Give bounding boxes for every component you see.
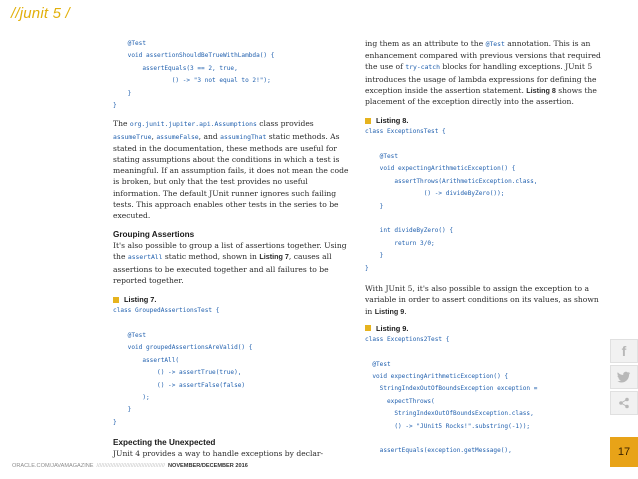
twitter-share-icon[interactable]	[610, 365, 638, 389]
exceptions-paragraph: JUnit 4 provides a way to handle exceptions by declar-	[113, 449, 324, 459]
listing-marker-icon	[113, 297, 119, 303]
footer	[12, 463, 248, 469]
code-block-exceptions-test: class ExceptionsTest { @Test void expectingArithmeticException() { assertThrows(ArithmeticException.class, () -> divideByZero()); } int divideByZero() { return 3/0; } }	[365, 128, 538, 272]
left-column	[113, 38, 353, 459]
right-column	[365, 38, 605, 458]
share-more-icon[interactable]	[610, 391, 638, 415]
grouping-paragraph: It's also possible to group a list of assertions together. Using the assertAll static method, shown in Listing 7, causes all assertions to be executed together and all failures to be reported together.	[113, 241, 347, 285]
section-title: //junit 5 /	[11, 5, 70, 22]
share-icon	[618, 397, 630, 409]
listing-7-label: Listing 7.	[113, 294, 353, 305]
heading-grouping-assertions: Grouping Assertions	[113, 230, 195, 240]
code-block-assertion-lambda: @Test void assertionShouldBeTrueWithLambda() { assertEquals(3 == 2, true, () -> "3 not equal to 2!"); } }	[113, 40, 275, 110]
facebook-share-icon[interactable]: f	[610, 339, 638, 363]
assumptions-paragraph: The org.junit.jupiter.api.Assumptions class provides assumeTrue, assumeFalse, and assumingThat static methods. As stated in the documentation, these methods are useful for stating assumptions about the conditions in which a test is meaningful. If an assumption fails, it does not mean the code is broken, but only that the test provides no useful information. The default JUnit runner ignores such failing tests. This approach enables other tests in the series to be executed.	[113, 119, 349, 221]
footer-issue-date: NOVEMBER/DECEMBER 2016	[167, 463, 248, 469]
code-block-exceptions2-test: class Exceptions2Test { @Test void expectingArithmeticException() { StringIndexOutOfBoundsException exception = expectThrows( StringIndexOutOfBoundsException.class, () -> "JUnit5 Rocks!".substring(-1)); assertEquals(exception.getMessage(),	[365, 335, 538, 455]
exceptions-continued-paragraph: ing them as an attribute to the @Test annotation. This is an enhancement compared with previous versions that required the use of try-catch blocks for handling exceptions. JUnit 5 introduces the usage of lambda expressions for defining the exception inside the assertion statement. Listing 8 shows the placement of the exception directly into the assertion.	[365, 39, 601, 107]
assign-exception-paragraph: With JUnit 5, it's also possible to assign the exception to a variable in order to assert conditions on its values, as shown in Listing 9.	[365, 284, 599, 316]
listing-marker-icon	[365, 325, 371, 331]
listing-marker-icon	[365, 118, 371, 124]
page-number: 17	[610, 437, 638, 467]
twitter-bird-icon	[617, 371, 631, 383]
listing-8-label: Listing 8.	[365, 115, 605, 126]
code-block-grouped-assertions: class GroupedAssertionsTest { @Test void groupedAssertionsAreValid() { assertAll( () -> assertTrue(true), () -> assertFalse(false) ); } }	[113, 307, 253, 426]
footer-magazine-link[interactable]: ORACLE.COM/JAVAMAGAZINE	[12, 463, 94, 469]
heading-expecting-unexpected: Expecting the Unexpected	[113, 438, 216, 448]
footer-divider: ////////////////////////////////////////////	[96, 463, 165, 469]
listing-9-label: Listing 9.	[365, 323, 605, 334]
